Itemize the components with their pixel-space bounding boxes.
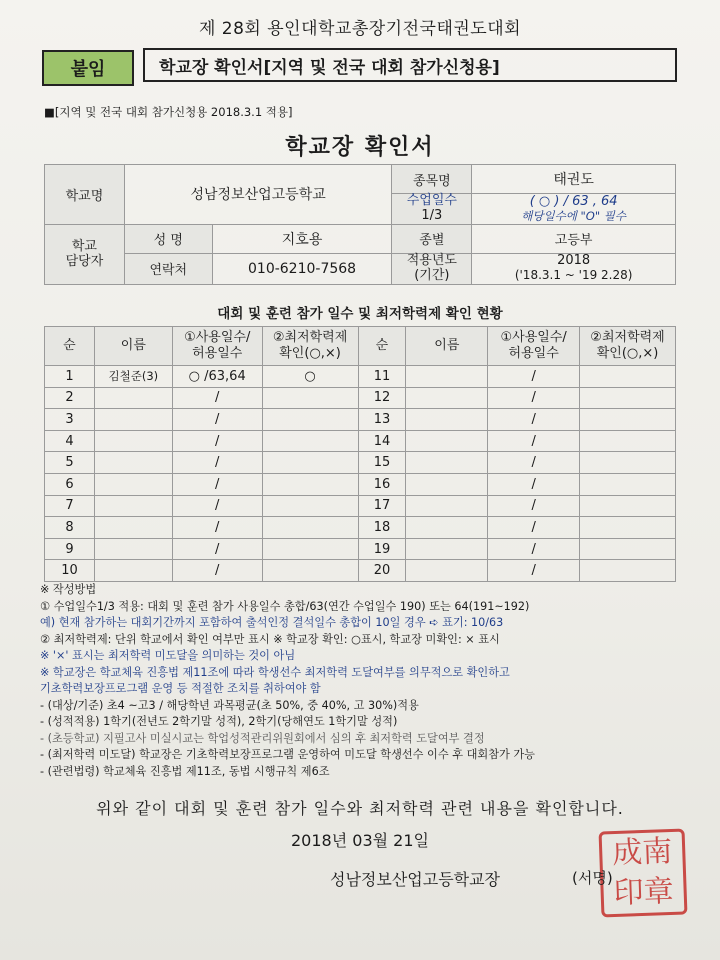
table-row <box>45 473 676 495</box>
cell-right-name <box>406 495 488 517</box>
cell-left-no: 9 <box>45 538 95 560</box>
cell-right-name <box>406 473 488 495</box>
cell-left-min <box>262 409 358 431</box>
note-line: 예) 현재 참가하는 대회기간까지 포함하여 출석인정 결석일수 총합이 10일 경우 ➪ 표기: 10/63 <box>40 616 504 629</box>
class-days-label-line1: 수업일수 <box>406 193 457 208</box>
table-row <box>45 560 676 582</box>
participants-body <box>45 327 676 582</box>
cell-right-days: / <box>488 366 580 388</box>
form-subtitle: ■[지역 및 전국 대회 참가신청용 2018.3.1 적용] <box>44 105 293 119</box>
cell-left-no: 1 <box>45 366 95 388</box>
class-days-value-line2: 해당일수에 "O" 필수 <box>521 208 626 223</box>
year-label-line1: 적용년도 <box>406 252 457 268</box>
cell-right-name <box>406 409 488 431</box>
header-min <box>262 327 358 366</box>
cell-left-min: ○ <box>262 366 358 388</box>
cell-left-name <box>94 409 172 431</box>
cell-right-min <box>580 430 676 452</box>
name-label: 성 명 <box>124 224 212 253</box>
cell-right-days: / <box>488 495 580 517</box>
cell-left-name <box>94 430 172 452</box>
header-days-line2: 허용일수 <box>192 346 243 361</box>
cell-right-days: / <box>488 387 580 409</box>
cell-right-no: 17 <box>358 495 406 517</box>
cell-right-name <box>406 517 488 539</box>
header-min-right-line2: 확인(○,×) <box>596 346 659 361</box>
cell-left-name: 김철준(3) <box>94 366 172 388</box>
cell-right-name <box>406 452 488 474</box>
cell-right-name <box>406 560 488 582</box>
header-min-right <box>580 327 676 366</box>
contact-label: 연락처 <box>124 253 212 284</box>
cell-left-days: ○ /63,64 <box>172 366 262 388</box>
cell-left-no: 7 <box>45 495 95 517</box>
cell-left-name <box>94 473 172 495</box>
note-line: - (최저학력 미도달) 학교장은 기초학력보장프로그램 운영하여 미도달 학생선수 이수 후 대회참가 가능 <box>40 748 535 761</box>
header-min-line2: 확인(○,×) <box>279 346 341 361</box>
header-days-right <box>488 327 580 366</box>
cell-left-min <box>262 452 358 474</box>
header-days <box>172 327 262 366</box>
cell-left-no: 5 <box>45 452 95 474</box>
cell-left-days: / <box>172 538 262 560</box>
cell-right-min <box>580 452 676 474</box>
cell-right-no: 18 <box>358 517 406 539</box>
note-line: - (관련법령) 학교체육 진흥법 제11조, 동법 시행규칙 제6조 <box>40 764 330 778</box>
year-label-line2: (기간) <box>414 267 450 283</box>
cell-left-min <box>262 473 358 495</box>
class-days-label-line2: 1/3 <box>421 207 443 223</box>
cell-right-no: 15 <box>358 452 406 474</box>
note-line: ※ '×' 표시는 최저학력 미도달을 의미하는 것이 아님 <box>40 649 296 662</box>
header-no-right: 순 <box>358 327 406 366</box>
seal-glyph-3: 印 <box>613 874 645 912</box>
cell-right-days: / <box>488 538 580 560</box>
teacher-label-line1: 학교 <box>71 238 97 254</box>
cell-right-name <box>406 366 488 388</box>
cell-left-min <box>262 538 358 560</box>
cell-left-no: 2 <box>45 387 95 409</box>
cell-left-name <box>94 560 172 582</box>
cell-right-no: 12 <box>358 387 406 409</box>
cell-left-name <box>94 387 172 409</box>
header-name: 이름 <box>94 327 172 366</box>
cell-right-name <box>406 538 488 560</box>
cell-left-days: / <box>172 517 262 539</box>
type-label: 종별 <box>392 224 472 253</box>
signature-mark: (서명) <box>572 869 613 887</box>
teacher-label <box>45 224 125 284</box>
cell-right-name <box>406 430 488 452</box>
table-row <box>45 387 676 409</box>
cell-left-no: 4 <box>45 430 95 452</box>
tournament-title: 제 28회 용인대학교총장기전국태권도대회 <box>198 19 522 39</box>
cell-left-min <box>262 430 358 452</box>
contact-value: 010-6210-7568 <box>212 253 392 284</box>
section-title: 대회 및 훈련 참가 일수 및 최저학력제 확인 현황 <box>217 306 503 322</box>
cell-right-no: 20 <box>358 560 406 582</box>
cell-right-no: 16 <box>358 473 406 495</box>
class-days-value <box>472 194 676 225</box>
note-line: 기초학력보장프로그램 운영 등 적절한 조치를 취하여야 함 <box>40 682 321 695</box>
participants-header-row <box>45 327 676 366</box>
cell-right-days: / <box>488 430 580 452</box>
table-row <box>45 452 676 474</box>
header-min-line1: ②최저학력제 <box>272 330 348 346</box>
table-row <box>45 538 676 560</box>
year-value-line1: 2018 <box>557 253 591 269</box>
cell-left-days: / <box>172 473 262 495</box>
cell-left-min <box>262 495 358 517</box>
cell-right-min <box>580 409 676 431</box>
header-name-right: 이름 <box>406 327 488 366</box>
cell-right-name <box>406 387 488 409</box>
year-value <box>472 253 676 284</box>
cell-right-min <box>580 517 676 539</box>
teacher-label-line2: 담당자 <box>65 254 104 270</box>
school-label: 학교명 <box>45 165 125 225</box>
cell-right-min <box>580 366 676 388</box>
cell-right-no: 11 <box>358 366 406 388</box>
confirmation-date: 2018년 03월 21일 <box>291 831 429 850</box>
teacher-name: 지호용 <box>212 224 392 253</box>
attachment-title: 학교장 확인서[지역 및 전국 대회 참가신청용] <box>143 48 677 82</box>
participants-table <box>44 326 676 582</box>
table-row <box>45 430 676 452</box>
seal-glyph-1: 成 <box>611 835 643 872</box>
cell-left-min <box>262 560 358 582</box>
note-line: - (초등학교) 지필고사 미실시교는 학업성적관리위원회에서 심의 후 최저학력 도달여부 결정 <box>40 731 485 745</box>
school-info-table <box>44 164 676 285</box>
cell-left-name <box>94 452 172 474</box>
cell-right-min <box>580 473 676 495</box>
cell-left-no: 8 <box>45 517 95 539</box>
note-line: ※ 학교장은 학교체육 진흥법 제11조에 따라 학생선수 최저학력 도달여부를 의무적으로 확인하고 <box>40 665 510 679</box>
event-value: 태권도 <box>472 165 676 194</box>
confirmation-text: 위와 같이 대회 및 훈련 참가 일수와 최저학력 관련 내용을 확인합니다. <box>96 799 624 818</box>
year-value-line2: ('18.3.1 ~ '19 2.28) <box>514 268 633 283</box>
note-line: - (대상/기준) 초4 ~고3 / 해당학년 과목평균(초 50%, 중 40%, 고 30%)적용 <box>40 698 419 712</box>
header-days-right-line1: ①사용일수/ <box>500 330 567 346</box>
table-row <box>45 495 676 517</box>
header-days-right-line2: 허용일수 <box>508 346 559 361</box>
cell-left-no: 3 <box>45 409 95 431</box>
cell-left-days: / <box>172 452 262 474</box>
event-label: 종목명 <box>392 165 472 194</box>
cell-left-name <box>94 517 172 539</box>
type-value: 고등부 <box>472 224 676 253</box>
class-days-value-line1: ( ○ ) / 63 , 64 <box>529 193 618 209</box>
cell-right-days: / <box>488 452 580 474</box>
instructions <box>40 582 700 780</box>
note-line: ① 수업일수1/3 적용: 대회 및 훈련 참가 사용일수 총합/63(연간 수업일수 190) 또는 64(191~192) <box>40 599 530 613</box>
seal-glyph-2: 南 <box>641 833 673 871</box>
note-line: - (성적적용) 1학기(전년도 2학기말 성적), 2학기(당해연도 1학기말 성적) <box>40 715 398 728</box>
cell-left-days: / <box>172 387 262 409</box>
principal-title: 성남정보산업고등학교장 <box>330 870 501 889</box>
year-label <box>392 253 472 284</box>
cell-left-days: / <box>172 495 262 517</box>
table-row <box>45 409 676 431</box>
cell-right-no: 19 <box>358 538 406 560</box>
header-no: 순 <box>45 327 95 366</box>
cell-left-no: 10 <box>45 560 95 582</box>
cell-right-min <box>580 387 676 409</box>
cell-left-name <box>94 495 172 517</box>
table-row <box>45 517 676 539</box>
cell-left-days: / <box>172 430 262 452</box>
cell-left-days: / <box>172 409 262 431</box>
document-title: 학교장 확인서 <box>285 135 435 160</box>
seal-glyph-4: 章 <box>643 873 675 910</box>
cell-left-days: / <box>172 560 262 582</box>
table-row <box>45 366 676 388</box>
note-line: ② 최저학력제: 단위 학교에서 확인 여부만 표시 ※ 학교장 확인: ○표시, 학교장 미확인: × 표시 <box>40 632 500 646</box>
cell-right-days: / <box>488 517 580 539</box>
notes-heading: ※ 작성방법 <box>40 583 97 596</box>
cell-left-min <box>262 517 358 539</box>
cell-right-days: / <box>488 473 580 495</box>
cell-left-name <box>94 538 172 560</box>
class-days-label <box>392 194 472 225</box>
cell-left-no: 6 <box>45 473 95 495</box>
cell-right-days: / <box>488 560 580 582</box>
cell-right-no: 14 <box>358 430 406 452</box>
cell-right-min <box>580 560 676 582</box>
school-name: 성남정보산업고등학교 <box>124 165 392 225</box>
cell-right-no: 13 <box>358 409 406 431</box>
header-min-right-line1: ②최저학력제 <box>590 330 665 346</box>
cell-right-min <box>580 495 676 517</box>
header-days-line1: ①사용일수/ <box>184 330 251 346</box>
attachment-badge: 붙임 <box>42 50 134 86</box>
cell-right-days: / <box>488 409 580 431</box>
cell-right-min <box>580 538 676 560</box>
cell-left-min <box>262 387 358 409</box>
